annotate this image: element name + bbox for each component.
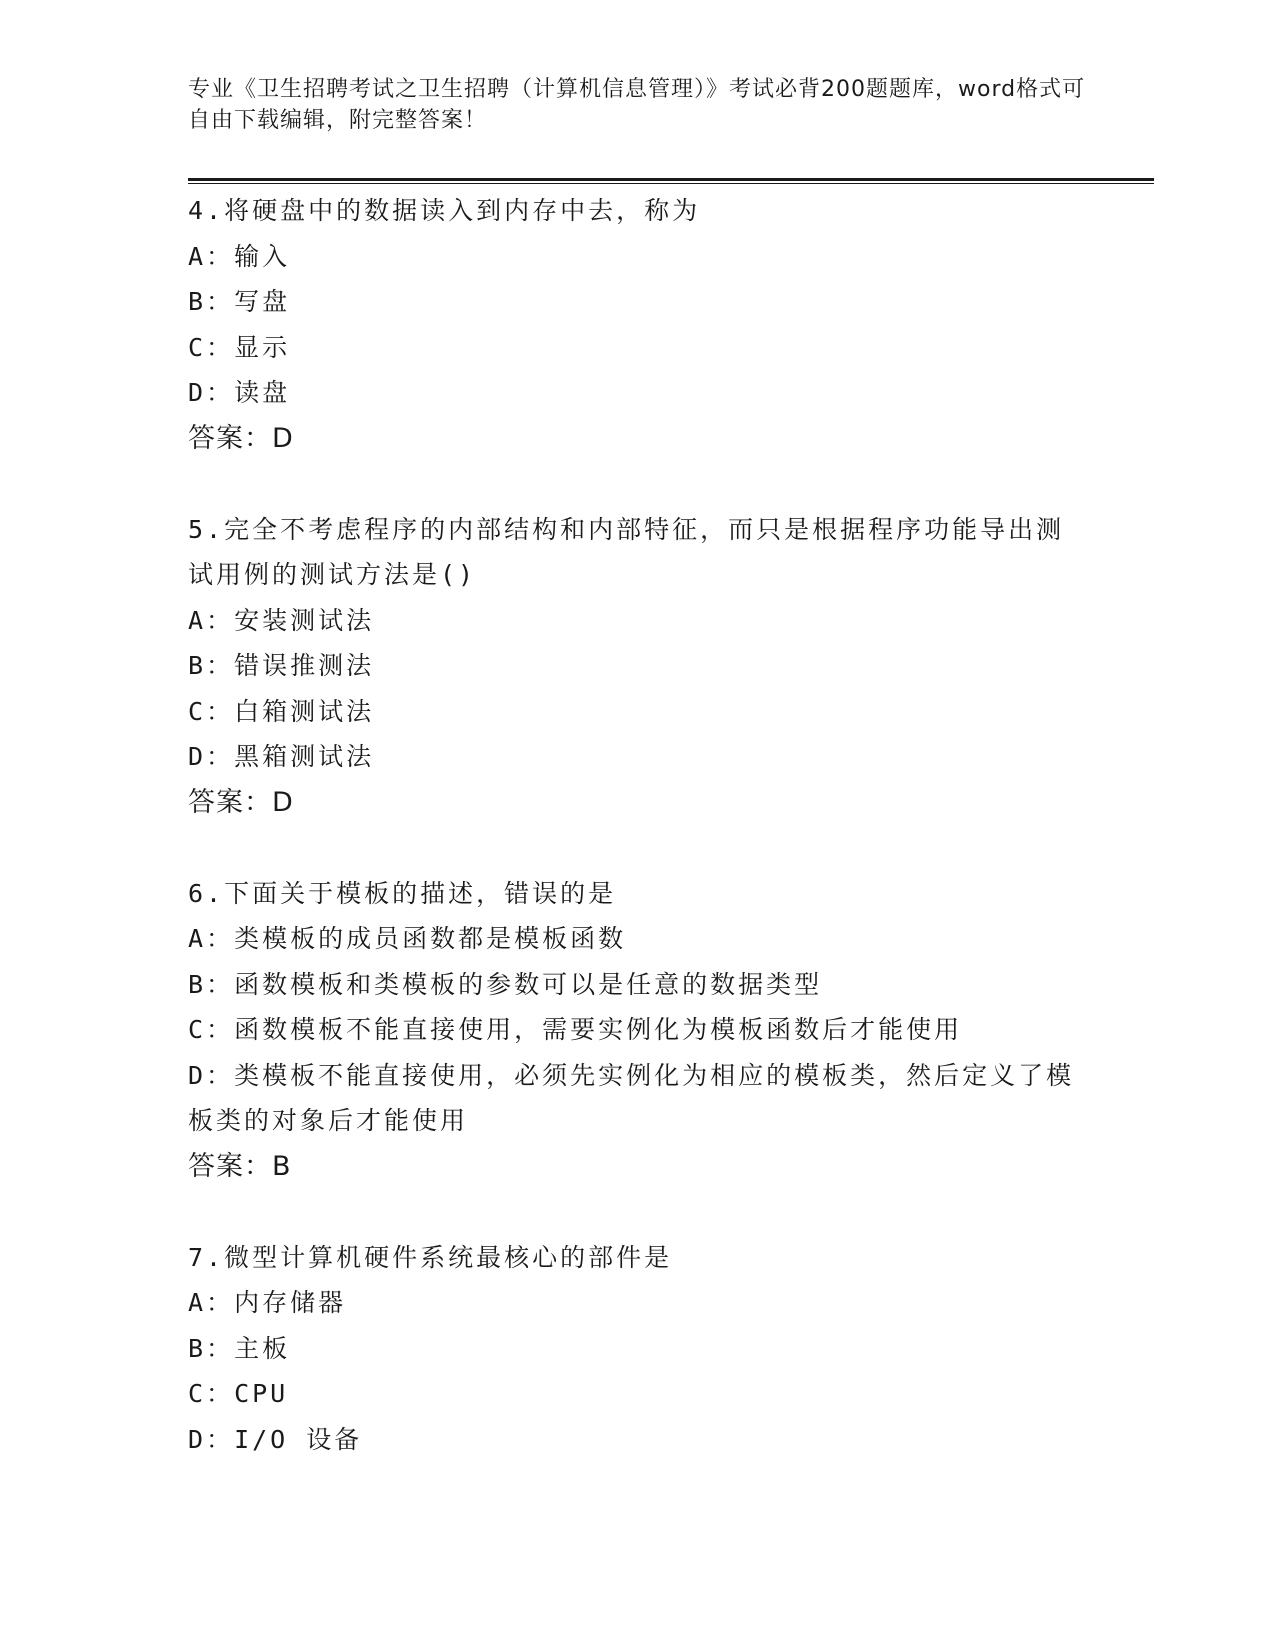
question-spacer bbox=[188, 1189, 1088, 1235]
option-text: 内存储器 bbox=[234, 1288, 347, 1317]
answer-line: 答案：B bbox=[188, 1150, 292, 1182]
option-text: 读盘 bbox=[234, 378, 291, 407]
option-c bbox=[188, 325, 1088, 371]
question-text: 7.微型计算机硬件系统最核心的部件是 bbox=[188, 1242, 673, 1272]
question-spacer bbox=[188, 825, 1088, 871]
document-header bbox=[188, 74, 1088, 136]
question-spacer bbox=[188, 461, 1088, 507]
option-letter: D： bbox=[188, 1060, 235, 1090]
option-text: 显示 bbox=[234, 332, 291, 362]
option-a bbox=[188, 234, 1088, 280]
option-letter: B： bbox=[188, 969, 235, 999]
option-letter: D： bbox=[188, 1424, 235, 1454]
option-letter: C： bbox=[188, 696, 235, 726]
option-text: 写盘 bbox=[234, 287, 291, 316]
option-text: 白箱测试法 bbox=[234, 696, 375, 726]
document-title: 专业《卫生招聘考试之卫生招聘（计算机信息管理）》考试必背200题题库，word格式可自由下载编辑，附完整答案！ bbox=[188, 77, 1086, 133]
option-text: 输入 bbox=[234, 241, 291, 271]
option-text: 主板 bbox=[234, 1333, 291, 1363]
header-divider-thick bbox=[188, 178, 1154, 181]
option-d bbox=[188, 734, 1088, 780]
option-a bbox=[188, 916, 1088, 962]
option-c bbox=[188, 1371, 1088, 1417]
option-text: 函数模板不能直接使用，需要实例化为模板函数后才能使用 bbox=[234, 1015, 963, 1044]
option-b bbox=[188, 962, 1088, 1008]
option-letter: C： bbox=[188, 1379, 235, 1408]
option-letter: D： bbox=[188, 742, 235, 771]
option-d bbox=[188, 370, 1088, 416]
option-text: CPU bbox=[234, 1379, 289, 1408]
option-letter: C： bbox=[188, 1015, 235, 1044]
option-text: 安装测试法 bbox=[234, 605, 375, 635]
option-letter: B： bbox=[188, 1333, 235, 1363]
option-a bbox=[188, 1280, 1088, 1326]
option-b bbox=[188, 643, 1088, 689]
option-b bbox=[188, 279, 1088, 325]
question-text: 6.下面关于模板的描述，错误的是 bbox=[188, 878, 617, 908]
answer-line: 答案：D bbox=[188, 786, 294, 818]
option-letter: B： bbox=[188, 287, 235, 316]
option-c bbox=[188, 689, 1088, 735]
option-text: I/O 设备 bbox=[234, 1424, 363, 1454]
option-text: 类模板不能直接使用，必须先实例化为相应的模板类，然后定义了模板类的对象后才能使用 bbox=[188, 1060, 1075, 1135]
option-letter: A： bbox=[188, 1288, 235, 1317]
option-text: 错误推测法 bbox=[234, 651, 375, 680]
option-text: 类模板的成员函数都是模板函数 bbox=[234, 924, 627, 953]
option-letter: A： bbox=[188, 924, 235, 953]
option-letter: D： bbox=[188, 378, 235, 407]
option-b bbox=[188, 1326, 1088, 1372]
option-letter: A： bbox=[188, 241, 235, 271]
option-text: 黑箱测试法 bbox=[234, 742, 375, 771]
option-letter: C： bbox=[188, 332, 235, 362]
option-d bbox=[188, 1417, 1088, 1463]
question-text: 4.将硬盘中的数据读入到内存中去，称为 bbox=[188, 196, 701, 225]
question-4 bbox=[188, 188, 1088, 461]
question-text: 5.完全不考虑程序的内部结构和内部特征，而只是根据程序功能导出测试用例的测试方法是() bbox=[188, 514, 1065, 589]
question-5 bbox=[188, 507, 1088, 826]
option-d bbox=[188, 1053, 1088, 1144]
option-letter: B： bbox=[188, 651, 235, 680]
option-a bbox=[188, 598, 1088, 644]
answer-line: 答案：D bbox=[188, 422, 294, 454]
question-7 bbox=[188, 1235, 1088, 1463]
question-6 bbox=[188, 871, 1088, 1190]
option-c bbox=[188, 1007, 1088, 1053]
header-divider-thin bbox=[188, 183, 1154, 184]
question-list bbox=[188, 188, 1088, 1462]
option-letter: A： bbox=[188, 605, 235, 635]
option-text: 函数模板和类模板的参数可以是任意的数据类型 bbox=[234, 969, 823, 999]
